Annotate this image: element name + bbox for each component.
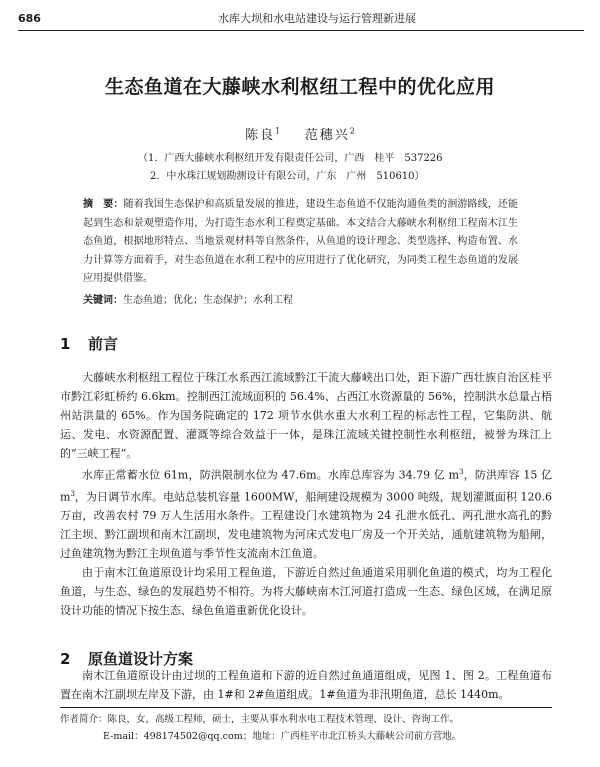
keywords [83,291,518,306]
footnote-line: E-mail：498174502@qq.com；地址：广西桂平市北江桥头大藤峡公司前方营地。 [103,731,462,742]
author-footnote [60,711,552,745]
section-title: 前言 [88,335,119,353]
author-name: 陈良 [245,128,276,143]
running-header [18,10,584,31]
author-affil-mark: 1 [275,126,281,136]
section-1-heading [60,333,118,354]
section-2-body [60,666,552,704]
section-title: 原鱼道设计方案 [88,650,194,668]
abstract [83,196,518,289]
abstract-label: 摘 要： [83,199,124,210]
author-name: 范穗兴 [304,128,350,143]
abstract-text: 随着我国生态保护和高质量发展的推进，建设生态鱼道不仅能沟通鱼类的洄游路线，还能起到生态和景观塑造作用，为打造生态水利工程奠定基础。本文结合大藤峡水利枢纽工程南木江生态鱼道，根据地形特点、当地景观材料等自然条件，从鱼道的设计理念、类型选择、构造布置、水力计算等方面着手，对生态鱼道在水利工程中的应用进行了优化研究，为同类工程生态鱼道的发展应用提供借鉴。 [83,199,519,284]
affiliation-2: 2．中水珠江规划勘测设计有限公司，广东 广州 510610） [150,171,425,182]
paper-title: 生态鱼道在大藤峡水利枢纽工程中的优化应用 [104,76,495,98]
footnote-divider [60,707,552,708]
affiliation-1: （1．广西大藤峡水利枢纽开发有限责任公司，广西 桂平 537226 [138,153,443,164]
section-number: 1 [60,335,71,353]
running-title: 水库大坝和水电站建设与运行管理新进展 [218,12,416,25]
section-1-body [60,368,552,620]
author-list [0,124,600,143]
paragraph: 水库正常蓄水位 61m，防洪限制水位为 47.6m。水库总库容为 34.79 亿 $m^3$，防洪库容 15 亿 $m^3$，为日调节水库。电站总装机容量 1600MW，船闸建设规模为 3000 吨级，规划灌溉面积 120.6 万亩，改善农村 79 万人生活用水条件。工程建设门水建筑物为 24 孔泄水低孔、两孔泄水高孔的黔江主坝、黔江副坝和南木江副坝，发电建筑物为河床式发电厂房及一个开关站，通航建筑物为船闸，过鱼建筑物为黔江主坝鱼道与季节性支流南木江鱼道。 [60,468,552,561]
footnote-line: 作者简介：陈良，女，高级工程师，硕士，主要从事水利水电工程技术管理、设计、咨询工作。 [60,714,460,725]
page-number: 686 [18,12,41,25]
paragraph: 大藤峡水利枢纽工程位于珠江水系西江流域黔江干流大藤峡出口处，距下游广西壮族自治区桂平市黔江彩虹桥约 6.6km。控制西江流域面积的 56.4%、占西江水资源量的 56%，控制洪水总量占梧州站洪量的 65%。作为国务院确定的 172 项节水供水重大水利工程的标志性工程，它集防洪、航运、发电、水资源配置、灌溉等综合效益于一体，是珠江流域关键控制性水利枢纽，被誉为珠江上的“三峡工程”。 [60,371,552,460]
paragraph: 由于南木江鱼道原设计均采用工程鱼道，下游近自然过鱼通道采用驯化鱼道的模式，均为工程化鱼道，与生态、绿色的发展趋势不相符。为将大藤峡南木江河道打造成一生态、绿色区域，在满足原设计功能的情况下按生态、绿色鱼道重新优化设计。 [60,566,552,618]
keywords-label: 关键词： [83,295,123,306]
keywords-text: 生态鱼道；优化；生态保护；水利工程 [123,295,293,306]
section-number: 2 [60,650,71,668]
paragraph: 南木江鱼道原设计由过坝的工程鱼道和下游的近自然过鱼通道组成，见图 1、图 2。工程鱼道布置在南木江副坝左岸及下游，由 1#和 2#鱼道组成。1#鱼道为非汛期鱼道，总长 1440m。 [60,669,552,701]
author-affil-mark: 2 [349,126,355,136]
